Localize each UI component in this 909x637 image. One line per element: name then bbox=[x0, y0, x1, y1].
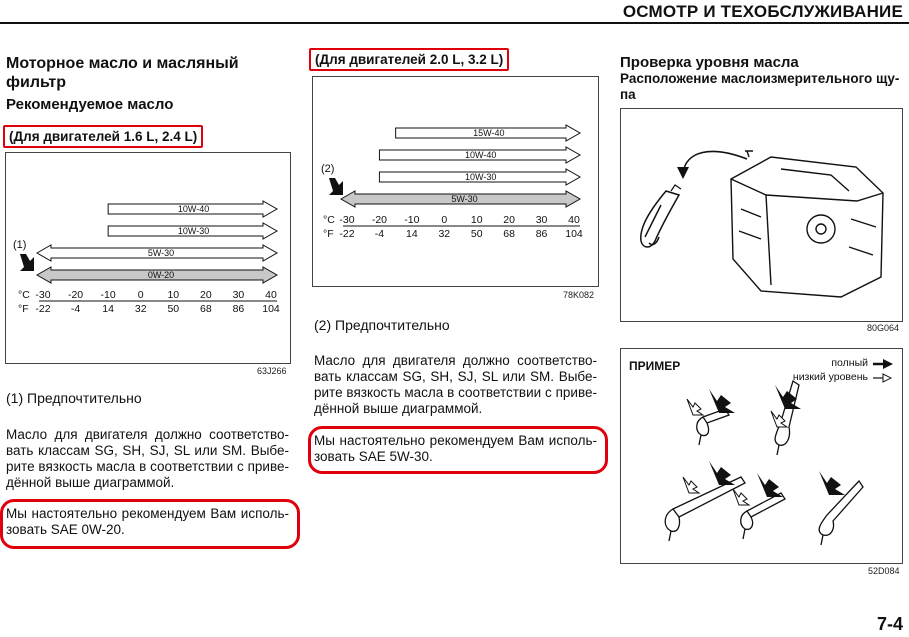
highlight-oval-1 bbox=[0, 499, 300, 549]
highlight-oval-2 bbox=[308, 426, 608, 474]
fahrenheit-tick: 32 bbox=[438, 228, 451, 240]
viscosity-chart-2 bbox=[312, 76, 599, 287]
callout-arrow-icon bbox=[20, 254, 34, 271]
celsius-tick: 20 bbox=[200, 289, 212, 301]
fahrenheit-tick: -22 bbox=[35, 303, 51, 315]
viscosity-label: 10W-30 bbox=[465, 172, 497, 182]
chart-2-code: 78K082 bbox=[563, 290, 595, 300]
celsius-tick: -20 bbox=[67, 289, 84, 301]
fahrenheit-tick: 50 bbox=[470, 228, 483, 240]
fahrenheit-unit: °F bbox=[323, 228, 334, 240]
viscosity-label: 5W-30 bbox=[451, 194, 478, 204]
header-rule bbox=[0, 22, 909, 24]
celsius-tick: 30 bbox=[232, 289, 245, 301]
legend-low-label: низкий уровень bbox=[792, 371, 868, 383]
celsius-tick: -10 bbox=[404, 214, 420, 226]
fahrenheit-tick: -4 bbox=[70, 303, 81, 315]
chart-callout: (2) bbox=[321, 163, 335, 175]
section-heading-line2: фильтр bbox=[6, 74, 67, 91]
viscosity-label: 5W-30 bbox=[147, 248, 175, 258]
fahrenheit-tick: 50 bbox=[167, 303, 180, 315]
viscosity-chart-1 bbox=[5, 152, 291, 364]
recommendation-paragraph-2: Мы настоятельно рекомендуем Вам исполь-зовать SAE 5W-30. bbox=[314, 433, 597, 464]
viscosity-label: 10W-40 bbox=[465, 150, 497, 160]
section-heading-line1: Моторное масло и масляный bbox=[6, 55, 239, 72]
celsius-tick: 20 bbox=[503, 214, 515, 226]
celsius-tick: -30 bbox=[339, 214, 355, 226]
celsius-tick: -20 bbox=[371, 214, 388, 226]
viscosity-label: 10W-30 bbox=[177, 226, 210, 236]
recommendation-paragraph-1: Мы настоятельно рекомендуем Вам исполь-зовать SAE 0W-20. bbox=[6, 506, 289, 537]
dipstick-location-heading: Расположение маслоизмерительного щу-па bbox=[620, 71, 900, 102]
section-heading bbox=[6, 54, 239, 92]
celsius-unit: °C bbox=[18, 289, 30, 301]
fahrenheit-tick: 14 bbox=[406, 228, 418, 240]
fahrenheit-tick: 104 bbox=[565, 228, 583, 240]
viscosity-label: 0W-20 bbox=[147, 270, 175, 280]
pic-2-code: 52D084 bbox=[868, 566, 900, 576]
celsius-tick: 30 bbox=[535, 214, 548, 226]
celsius-unit: °C bbox=[323, 214, 335, 226]
oil-class-paragraph-1: Масло для двигателя должно соответство-вать классам SG, SH, SJ, SL или SM. Выбе-рите вязкость масла в соответствии с приве-дённой выше диаграммой. bbox=[6, 427, 289, 490]
engine-tag-1: (Для двигателей 1.6 L, 2.4 L) bbox=[3, 125, 203, 148]
fahrenheit-tick: 104 bbox=[262, 303, 280, 315]
example-label: ПРИМЕР bbox=[629, 359, 681, 373]
dipstick-drawings bbox=[621, 349, 902, 563]
engine-drawing bbox=[621, 109, 902, 321]
fahrenheit-tick: 14 bbox=[102, 303, 114, 315]
viscosity-chart-2-svg bbox=[313, 77, 598, 286]
chart-2-note: (2) Предпочтительно bbox=[314, 317, 450, 333]
viscosity-chart-1-svg bbox=[6, 153, 290, 363]
fahrenheit-tick: -4 bbox=[374, 228, 385, 240]
viscosity-label: 10W-40 bbox=[177, 204, 210, 214]
celsius-tick: 0 bbox=[441, 214, 448, 226]
chart-1-code: 63J266 bbox=[257, 366, 287, 376]
oil-class-paragraph-2: Масло для двигателя должно соответство-вать классам SG, SH, SJ, SL или SM. Выбе-рите вязкость масла в соответствии с приве-дённой выше диаграммой. bbox=[314, 353, 597, 416]
celsius-tick: -10 bbox=[100, 289, 116, 301]
fahrenheit-tick: 32 bbox=[134, 303, 147, 315]
fahrenheit-tick: -22 bbox=[339, 228, 355, 240]
viscosity-label: 15W-40 bbox=[473, 128, 505, 138]
engine-dipstick-illustration bbox=[620, 108, 903, 322]
dipstick-example-illustration bbox=[620, 348, 903, 564]
pic-1-code: 80G064 bbox=[867, 323, 900, 333]
page-number: 7-4 bbox=[876, 614, 903, 634]
fahrenheit-tick: 86 bbox=[535, 228, 548, 240]
chart-1-note: (1) Предпочтительно bbox=[6, 390, 142, 406]
fahrenheit-unit: °F bbox=[18, 303, 29, 315]
check-level-heading: Проверка уровня масла bbox=[620, 54, 799, 71]
fahrenheit-tick: 86 bbox=[232, 303, 245, 315]
legend-full-label: полный bbox=[831, 357, 868, 369]
chart-callout: (1) bbox=[13, 239, 27, 251]
engine-tag-2: (Для двигателей 2.0 L, 3.2 L) bbox=[309, 48, 509, 71]
celsius-tick: 40 bbox=[568, 214, 580, 226]
celsius-tick: 10 bbox=[470, 214, 483, 226]
celsius-tick: 40 bbox=[265, 289, 277, 301]
callout-arrow-icon bbox=[329, 178, 343, 195]
celsius-tick: -30 bbox=[35, 289, 51, 301]
celsius-tick: 0 bbox=[137, 289, 144, 301]
recommended-oil-heading: Рекомендуемое масло bbox=[6, 96, 174, 113]
celsius-tick: 10 bbox=[167, 289, 180, 301]
section-title: ОСМОТР И ТЕХОБСЛУЖИВАНИЕ bbox=[622, 2, 903, 21]
fahrenheit-tick: 68 bbox=[200, 303, 212, 315]
fahrenheit-tick: 68 bbox=[503, 228, 515, 240]
